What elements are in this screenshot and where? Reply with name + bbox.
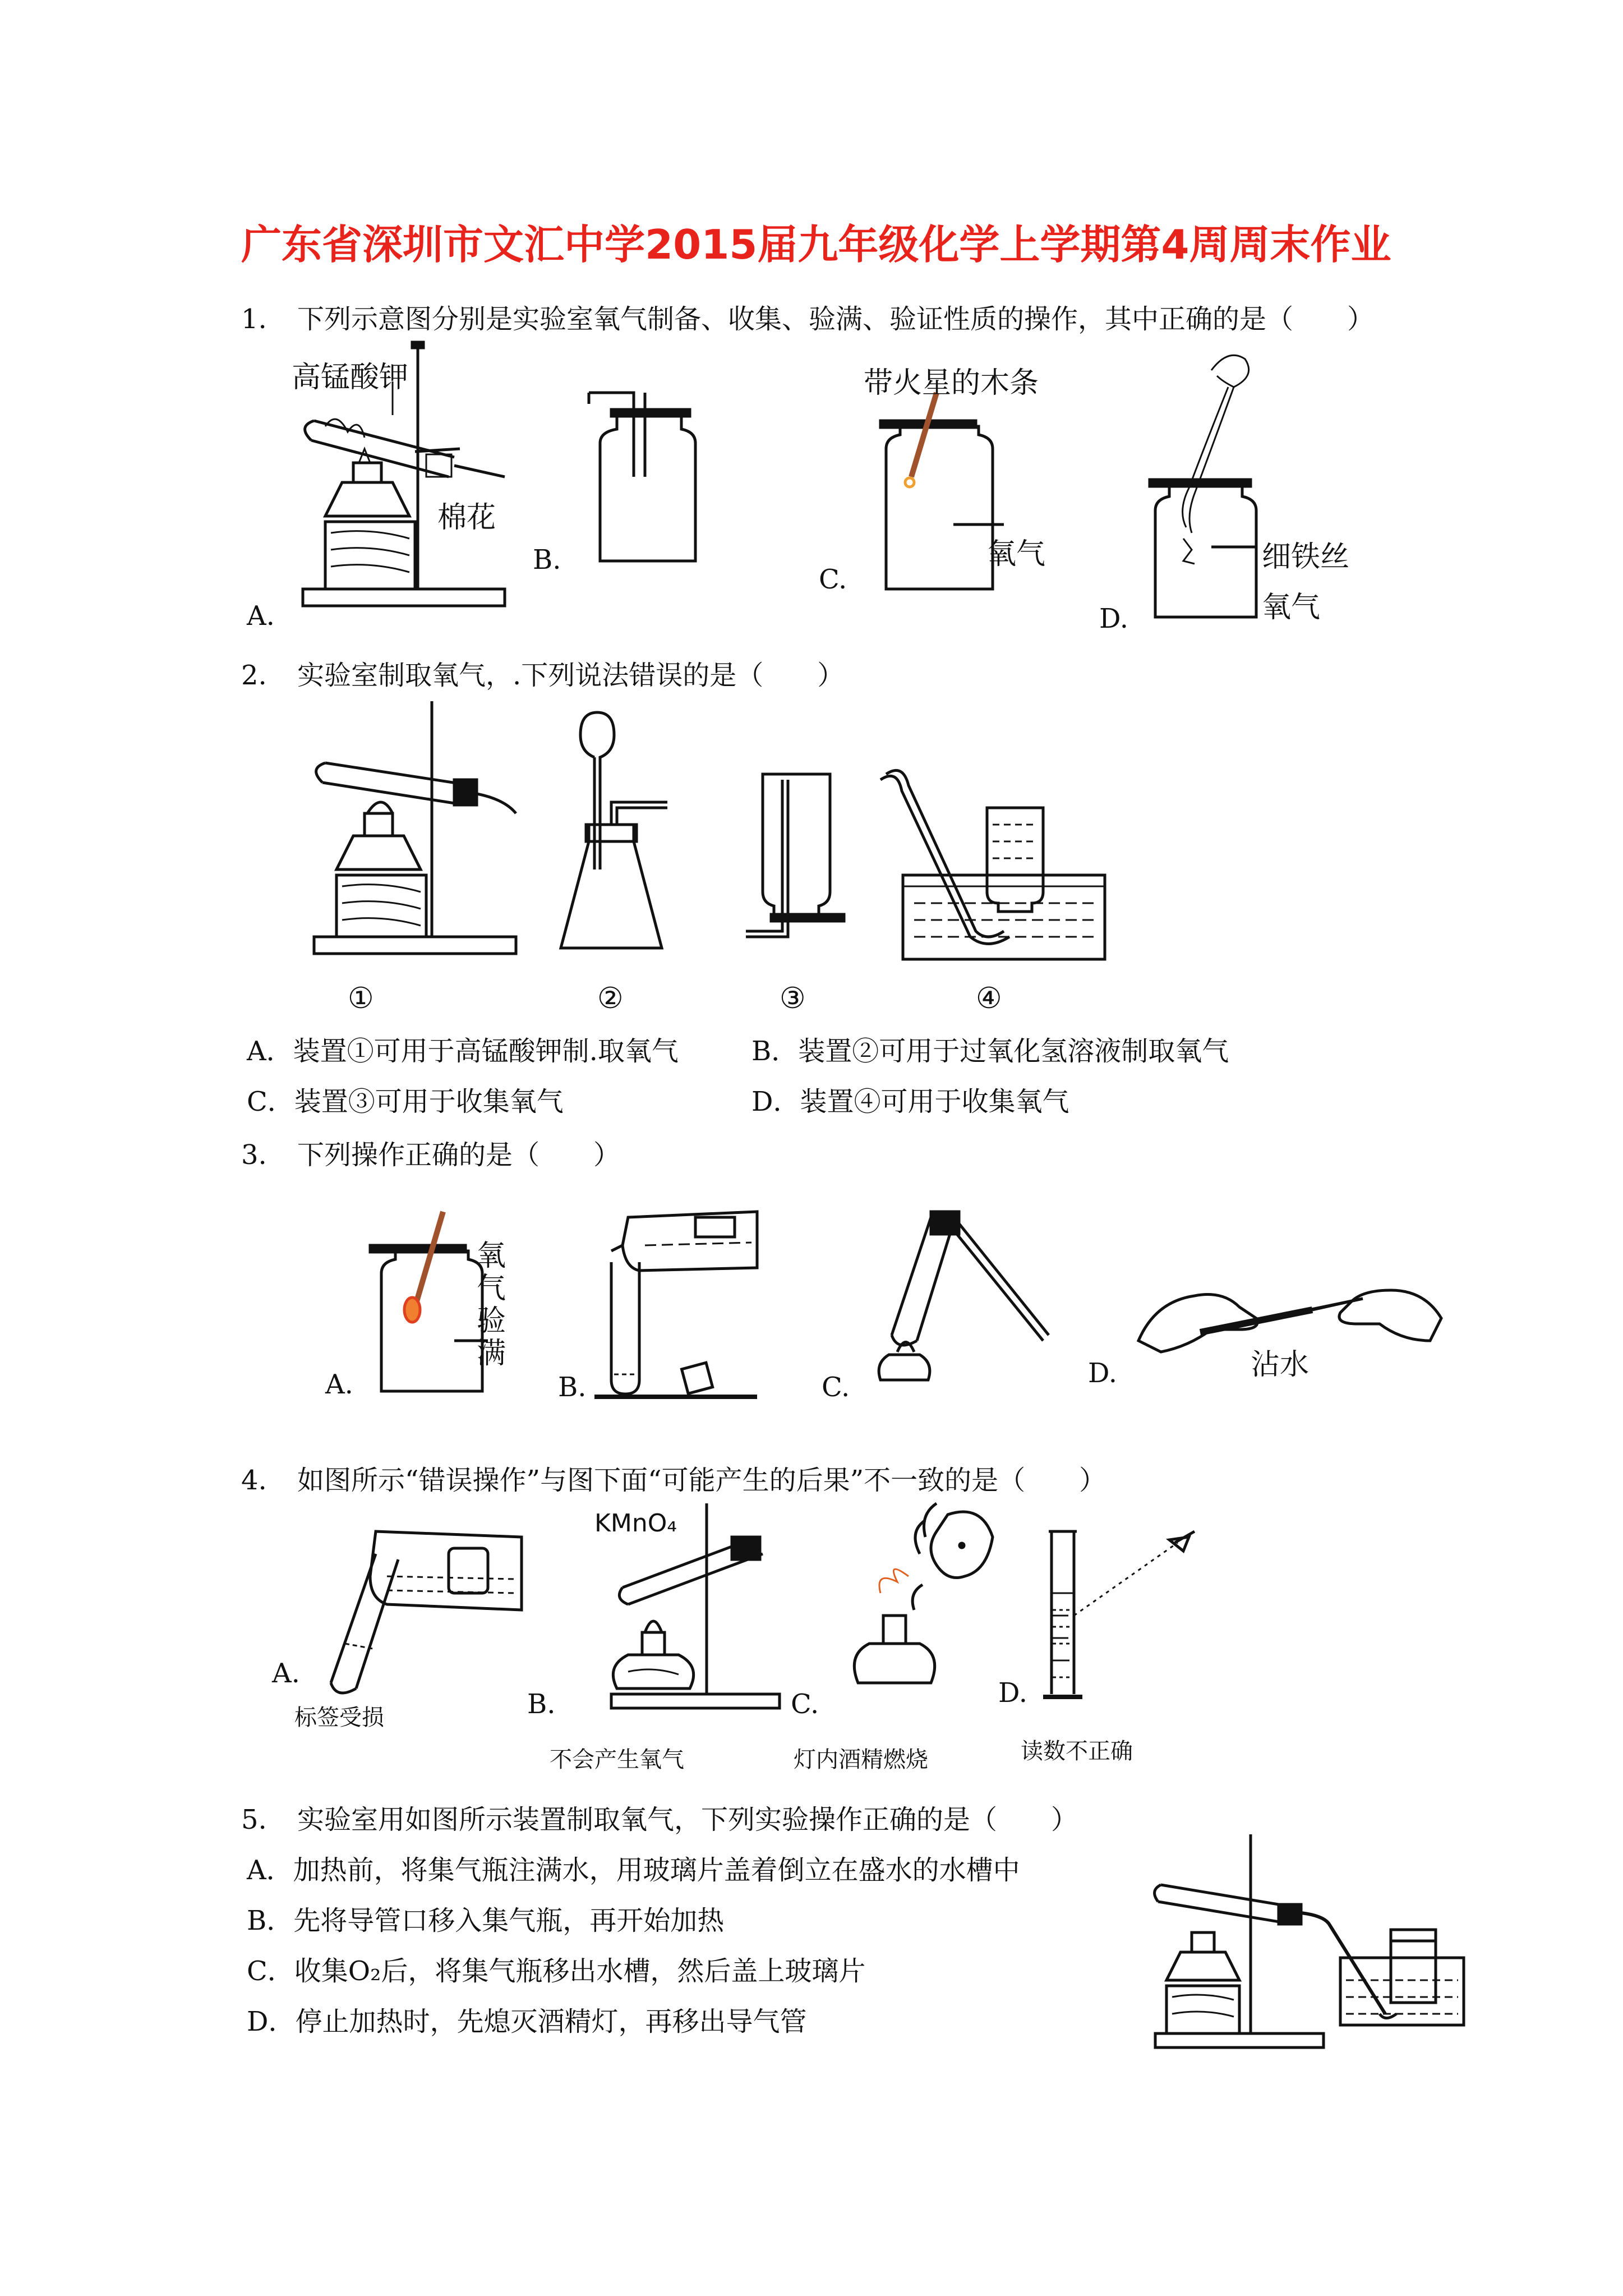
q1-label-cotton: 棉花: [437, 501, 496, 535]
question-1: [241, 297, 1374, 336]
q3-figure-c-heating-tube: [864, 1212, 1054, 1397]
q2-caption-2: ②: [597, 982, 624, 1015]
question-5: [241, 1798, 1078, 1837]
question-text: 如图所示“错误操作”与图下面“可能产生的后果”不一致的是（ ）: [297, 1465, 1106, 1496]
q2-caption-3: ③: [780, 982, 806, 1015]
q3-label-oxygen-check: 氧气验满: [477, 1239, 506, 1370]
question-text: 实验室用如图所示装置制取氧气，下列实验操作正确的是（ ）: [297, 1804, 1078, 1835]
q2-caption-1: ①: [348, 982, 374, 1015]
q2-option-a: A．装置①可用于高锰酸钾制.取氧气: [247, 1036, 679, 1067]
q2-option-c: C．装置③可用于收集氧气: [247, 1086, 564, 1117]
question-number: 4.: [241, 1465, 267, 1496]
q3-option-letter-d: D.: [1088, 1358, 1118, 1389]
q2-option-b: B．装置②可用于过氧化氢溶液制取氧气: [751, 1036, 1229, 1067]
q1-figure-d-iron-wire: [1144, 342, 1301, 623]
q3-option-letter-b: B.: [558, 1372, 587, 1403]
q4-figure-d-cylinder-reading: [1043, 1526, 1223, 1705]
q4-option-letter-d: D.: [998, 1677, 1028, 1709]
q4-option-letter-b: B.: [527, 1688, 556, 1720]
q1-option-letter-b: B.: [533, 544, 561, 576]
page-title: 广东省深圳市文汇中学2015届九年级化学上学期第4周周末作业: [241, 221, 1391, 268]
q1-label-oxygen-c: 氧气: [987, 537, 1046, 571]
q2-option-d: D．装置④可用于收集氧气: [751, 1086, 1069, 1117]
q5-figure-oxygen-collection-apparatus: [1144, 1829, 1469, 2053]
q3-option-letter-a: A.: [325, 1369, 353, 1400]
q4-caption-d: 读数不正确: [1021, 1738, 1133, 1764]
q5-option-b: B．先将导管口移入集气瓶，再开始加热: [247, 1905, 725, 1936]
q4-caption-c: 灯内酒精燃烧: [794, 1747, 928, 1773]
q2-caption-4: ④: [976, 982, 1002, 1015]
q1-option-letter-c: C.: [819, 564, 847, 595]
question-text: 下列操作正确的是（ ）: [297, 1139, 621, 1171]
q4-label-kmno4: KMnO₄: [594, 1509, 677, 1538]
q3-option-letter-c: C.: [822, 1372, 850, 1403]
q1-figure-b-collecting-bottle: [578, 393, 712, 572]
q2-figure-1-heating-apparatus: [303, 696, 538, 965]
question-number: 1.: [241, 303, 267, 335]
q4-figure-a-pouring-label-side: [314, 1520, 527, 1700]
q5-option-a: A．加热前，将集气瓶注满水，用玻璃片盖着倒立在盛水的水槽中: [247, 1855, 1020, 1886]
q1-label-oxygen-d: 氧气: [1262, 591, 1321, 624]
question-4: [241, 1458, 1106, 1497]
q4-option-letter-a: A.: [272, 1658, 300, 1689]
q1-label-glowing-splint: 带火星的木条: [864, 366, 1039, 400]
q2-figure-2-flask-with-funnel: [550, 712, 684, 959]
question-number: 3.: [241, 1139, 267, 1171]
q4-caption-b: 不会产生氧气: [550, 1747, 684, 1773]
q3-figure-a-oxygen-check: [370, 1212, 494, 1397]
q3-figure-b-pouring-liquid: [594, 1206, 763, 1402]
q4-figure-c-blowing-lamp: [824, 1503, 1004, 1694]
q1-option-letter-a: A.: [247, 600, 275, 632]
question-text: 实验室制取氧气，.下列说法错误的是（ ）: [297, 660, 845, 691]
question-3: [241, 1133, 620, 1172]
q2-figure-3-inverted-bottle: [729, 769, 852, 948]
question-number: 2.: [241, 660, 267, 691]
q1-label-potassium-permanganate: 高锰酸钾: [292, 361, 409, 394]
q4-option-letter-c: C.: [791, 1688, 819, 1720]
q2-figure-4-water-collection: [886, 763, 1110, 965]
q5-option-d: D．停止加热时，先熄灭酒精灯，再移出导气管: [247, 2006, 807, 2037]
q5-option-c: C．收集O₂后，将集气瓶移出水槽，然后盖上玻璃片: [247, 1955, 866, 1987]
question-number: 5.: [241, 1804, 267, 1835]
q3-label-dip-water: 沾水: [1251, 1348, 1310, 1382]
q1-option-letter-d: D.: [1099, 603, 1129, 634]
q4-caption-a: 标签受损: [294, 1705, 384, 1731]
question-text: 下列示意图分别是实验室氧气制备、收集、验满、验证性质的操作，其中正确的是（ ）: [297, 303, 1375, 335]
q1-label-iron-wire: 细铁丝: [1262, 540, 1350, 574]
question-2: [241, 654, 844, 692]
